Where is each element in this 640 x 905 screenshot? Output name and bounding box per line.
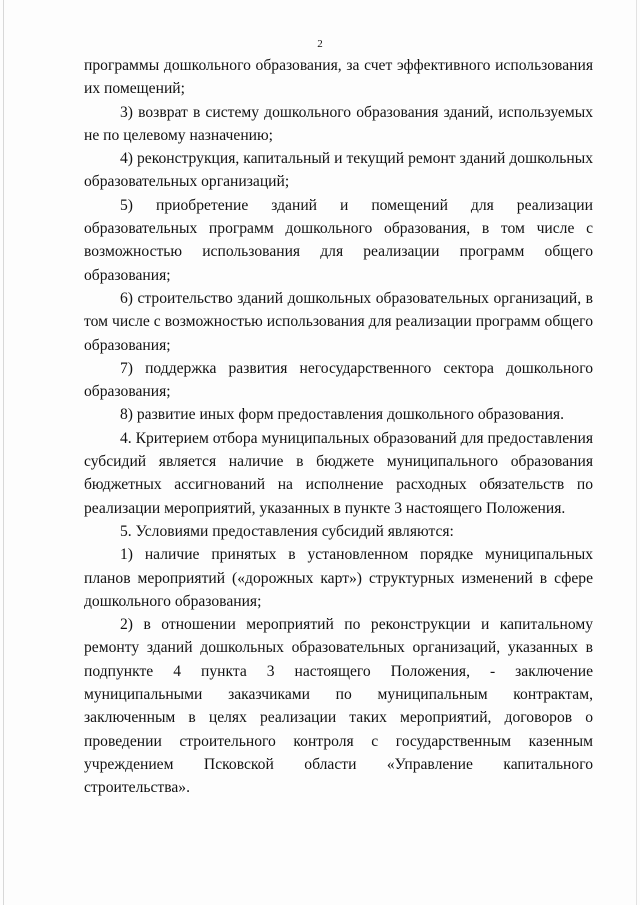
scan-edge-left [3,0,4,905]
condition-item-1: 1) наличие принятых в установленном порядке муниципальных планов мероприятий («дорожных карт») структурных изменений в сфере дошкольного образования; [84,546,593,610]
document-body [84,54,593,800]
section-5-heading: 5. Условиями предоставления субсидий являются: [120,522,454,540]
list-item-4: 4) реконструкция, капитальный и текущий ремонт зданий дошкольных образовательных организаций; [84,150,593,191]
paragraph-continuation: программы дошкольного образования, за счет эффективного использования их помещений; [84,57,593,98]
condition-item-2: 2) в отношении мероприятий по реконструкции и капитальному ремонту зданий дошкольных образовательных организаций, указанных в подпункте 4 пункта 3 настоящего Положения, - заключение муниципальными заказчиками по муниципальным контрактам, заключенным в целях реализации таких мероприятий, договоров о проведении строительного контроля с государственным казенным учреждением Псковской области «Управление капитального строительства». [84,616,593,797]
scan-edge-right [636,0,637,905]
list-item-5: 5) приобретение зданий и помещений для реализации образовательных программ дошкольного образования, в том числе с возможностью использования для реализации программ общего образования; [84,196,593,284]
page-number: 2 [317,38,323,50]
list-item-7: 7) поддержка развития негосударственного сектора дошкольного образования; [84,359,593,401]
list-item-8: 8) развитие иных форм предоставления дошкольного образования. [120,406,564,424]
list-item-3: 3) возврат в систему дошкольного образования зданий, используемых не по целевому назначению; [84,103,593,144]
section-4-paragraph: 4. Критерием отбора муниципальных образований для предоставления субсидий является наличие в бюджете муниципального образования бюджетных ассигнований на исполнение расходных обязательств по реализации мероприятий, указанных в пункте 3 настоящего Положения. [84,429,593,517]
list-item-6: 6) строительство зданий дошкольных образовательных организаций, в том числе с возможностью использования для реализации программ общего образования; [84,289,593,354]
